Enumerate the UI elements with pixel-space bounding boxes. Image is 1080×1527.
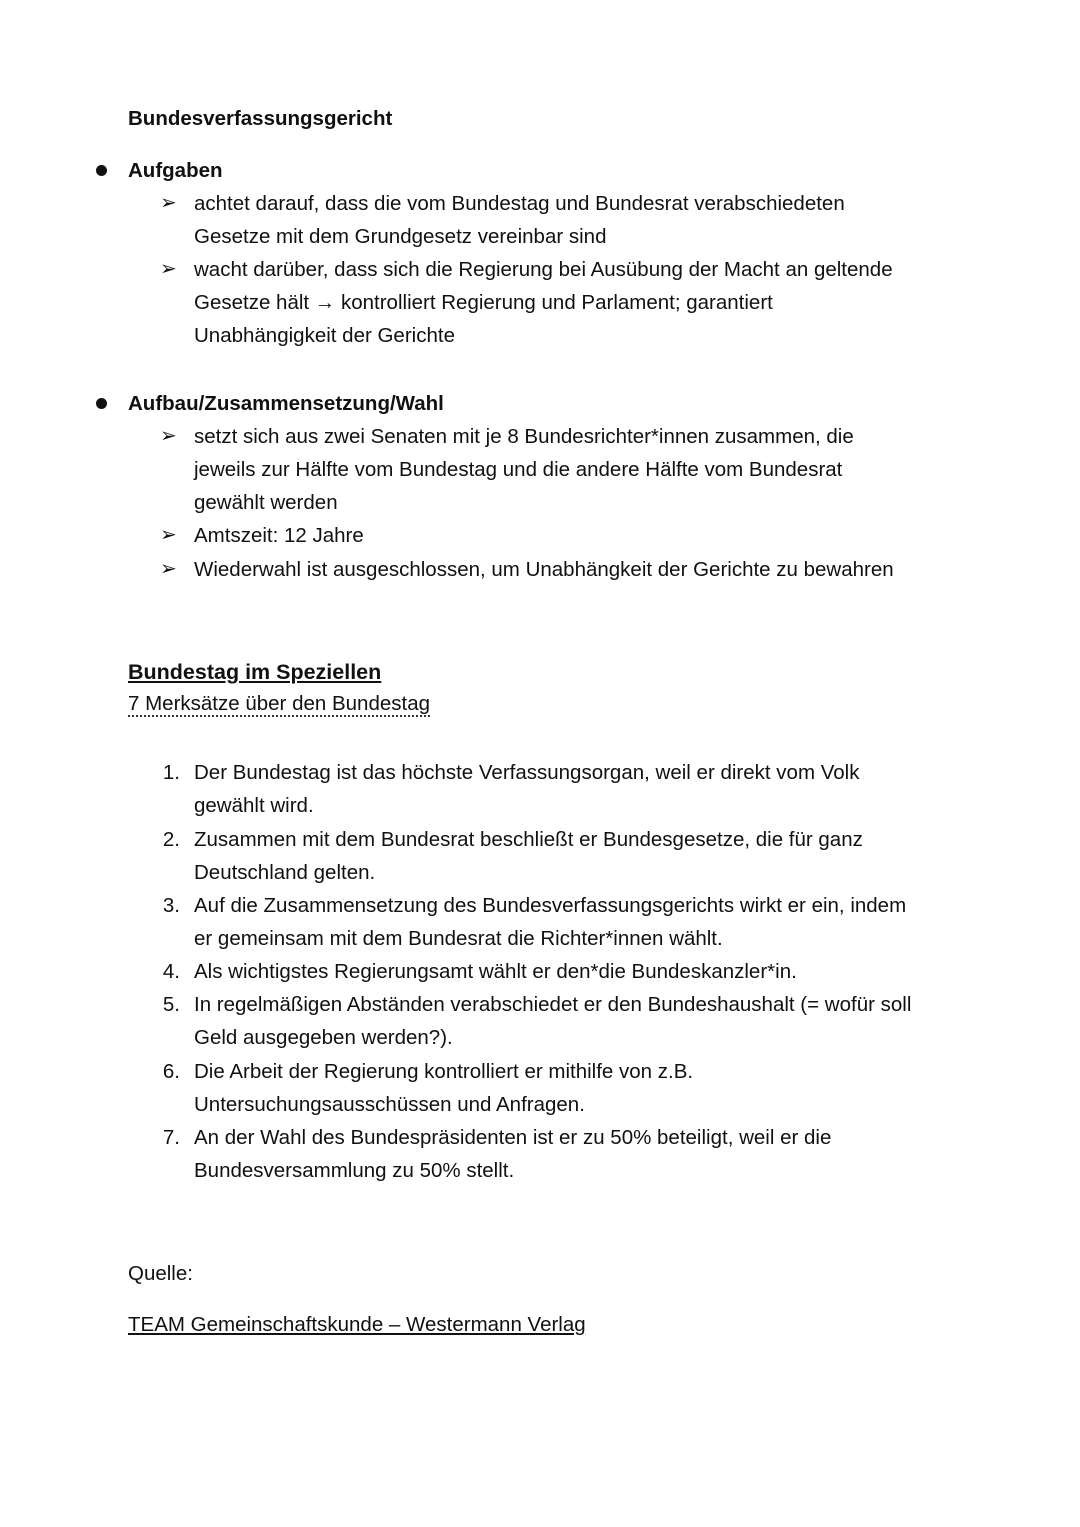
list-item-line: Unabhängigkeit der Gerichte [194, 324, 455, 347]
section-subtitle [128, 689, 430, 719]
list-item-line: Amtszeit: 12 Jahre [194, 524, 364, 547]
source-reference-link[interactable]: TEAM Gemeinschaftskunde – Westermann Verlag [128, 1313, 586, 1336]
list-number: 5. [162, 993, 180, 1016]
section-title-bundesverfassungsgericht: Bundesverfassungsgericht [128, 107, 393, 130]
list-number: 3. [162, 894, 180, 917]
heading-aufbau: Aufbau/Zusammensetzung/Wahl [128, 392, 444, 415]
list-item-line: setzt sich aus zwei Senaten mit je 8 Bundesrichter*innen zusammen, die [194, 425, 854, 448]
list-item-line: An der Wahl des Bundespräsidenten ist er zu 50% beteiligt, weil er die [194, 1126, 832, 1149]
list-item-line: Wiederwahl ist ausgeschlossen, um Unabhängkeit der Gerichte zu bewahren [194, 558, 894, 581]
list-item-line: wacht darüber, dass sich die Regierung bei Ausübung der Macht an geltende [194, 258, 893, 281]
list-number: 2. [162, 828, 180, 851]
section-title-bundestag: Bundestag im Speziellen [128, 660, 382, 684]
bullet-dot-icon [96, 165, 107, 176]
list-item-line: Bundesversammlung zu 50% stellt. [194, 1159, 515, 1182]
list-item-line: Als wichtigstes Regierungsamt wählt er den*die Bundeskanzler*in. [194, 960, 797, 983]
list-item-line: Untersuchungsausschüssen und Anfragen. [194, 1093, 585, 1116]
list-item-line: Auf die Zusammensetzung des Bundesverfassungsgerichts wirkt er ein, indem [194, 894, 907, 917]
list-number: 6. [162, 1060, 180, 1083]
source-label: Quelle: [128, 1262, 193, 1285]
list-item-line: In regelmäßigen Abständen verabschiedet er den Bundeshaushalt (= wofür soll [194, 993, 912, 1016]
list-item-line: achtet darauf, dass die vom Bundestag und Bundesrat verabschiedeten [194, 192, 845, 215]
list-item-line: gewählt werden [194, 491, 338, 514]
list-number: 7. [162, 1126, 180, 1149]
bullet-dot-icon [96, 398, 107, 409]
list-number: 4. [162, 960, 180, 983]
arrow-bullet-icon: ➢ [160, 258, 177, 280]
list-item-line: Die Arbeit der Regierung kontrolliert er mithilfe von z.B. [194, 1060, 694, 1083]
list-item-line: Deutschland gelten. [194, 861, 376, 884]
list-item-line: jeweils zur Hälfte vom Bundestag und die andere Hälfte vom Bundesrat [194, 458, 843, 481]
list-item-line: er gemeinsam mit dem Bundesrat die Richter*innen wählt. [194, 927, 723, 950]
list-item-line: Geld ausgegeben werden?). [194, 1026, 453, 1049]
list-item-line: Zusammen mit dem Bundesrat beschließt er Bundesgesetze, die für ganz [194, 828, 863, 851]
list-item-line: gewählt wird. [194, 794, 314, 817]
arrow-bullet-icon: ➢ [160, 192, 177, 214]
list-item-line: Der Bundestag ist das höchste Verfassungsorgan, weil er direkt vom Volk [194, 761, 860, 784]
arrow-bullet-icon: ➢ [160, 558, 177, 580]
heading-aufgaben: Aufgaben [128, 159, 223, 182]
list-number: 1. [162, 761, 180, 784]
list-item-line: Gesetze hält → kontrolliert Regierung und Parlament; garantiert [194, 291, 773, 314]
subtitle-text: 7 Merksätze über den Bundestag [128, 692, 430, 715]
arrow-bullet-icon: ➢ [160, 425, 177, 447]
arrow-bullet-icon: ➢ [160, 524, 177, 546]
list-item-line: Gesetze mit dem Grundgesetz vereinbar sind [194, 225, 607, 248]
